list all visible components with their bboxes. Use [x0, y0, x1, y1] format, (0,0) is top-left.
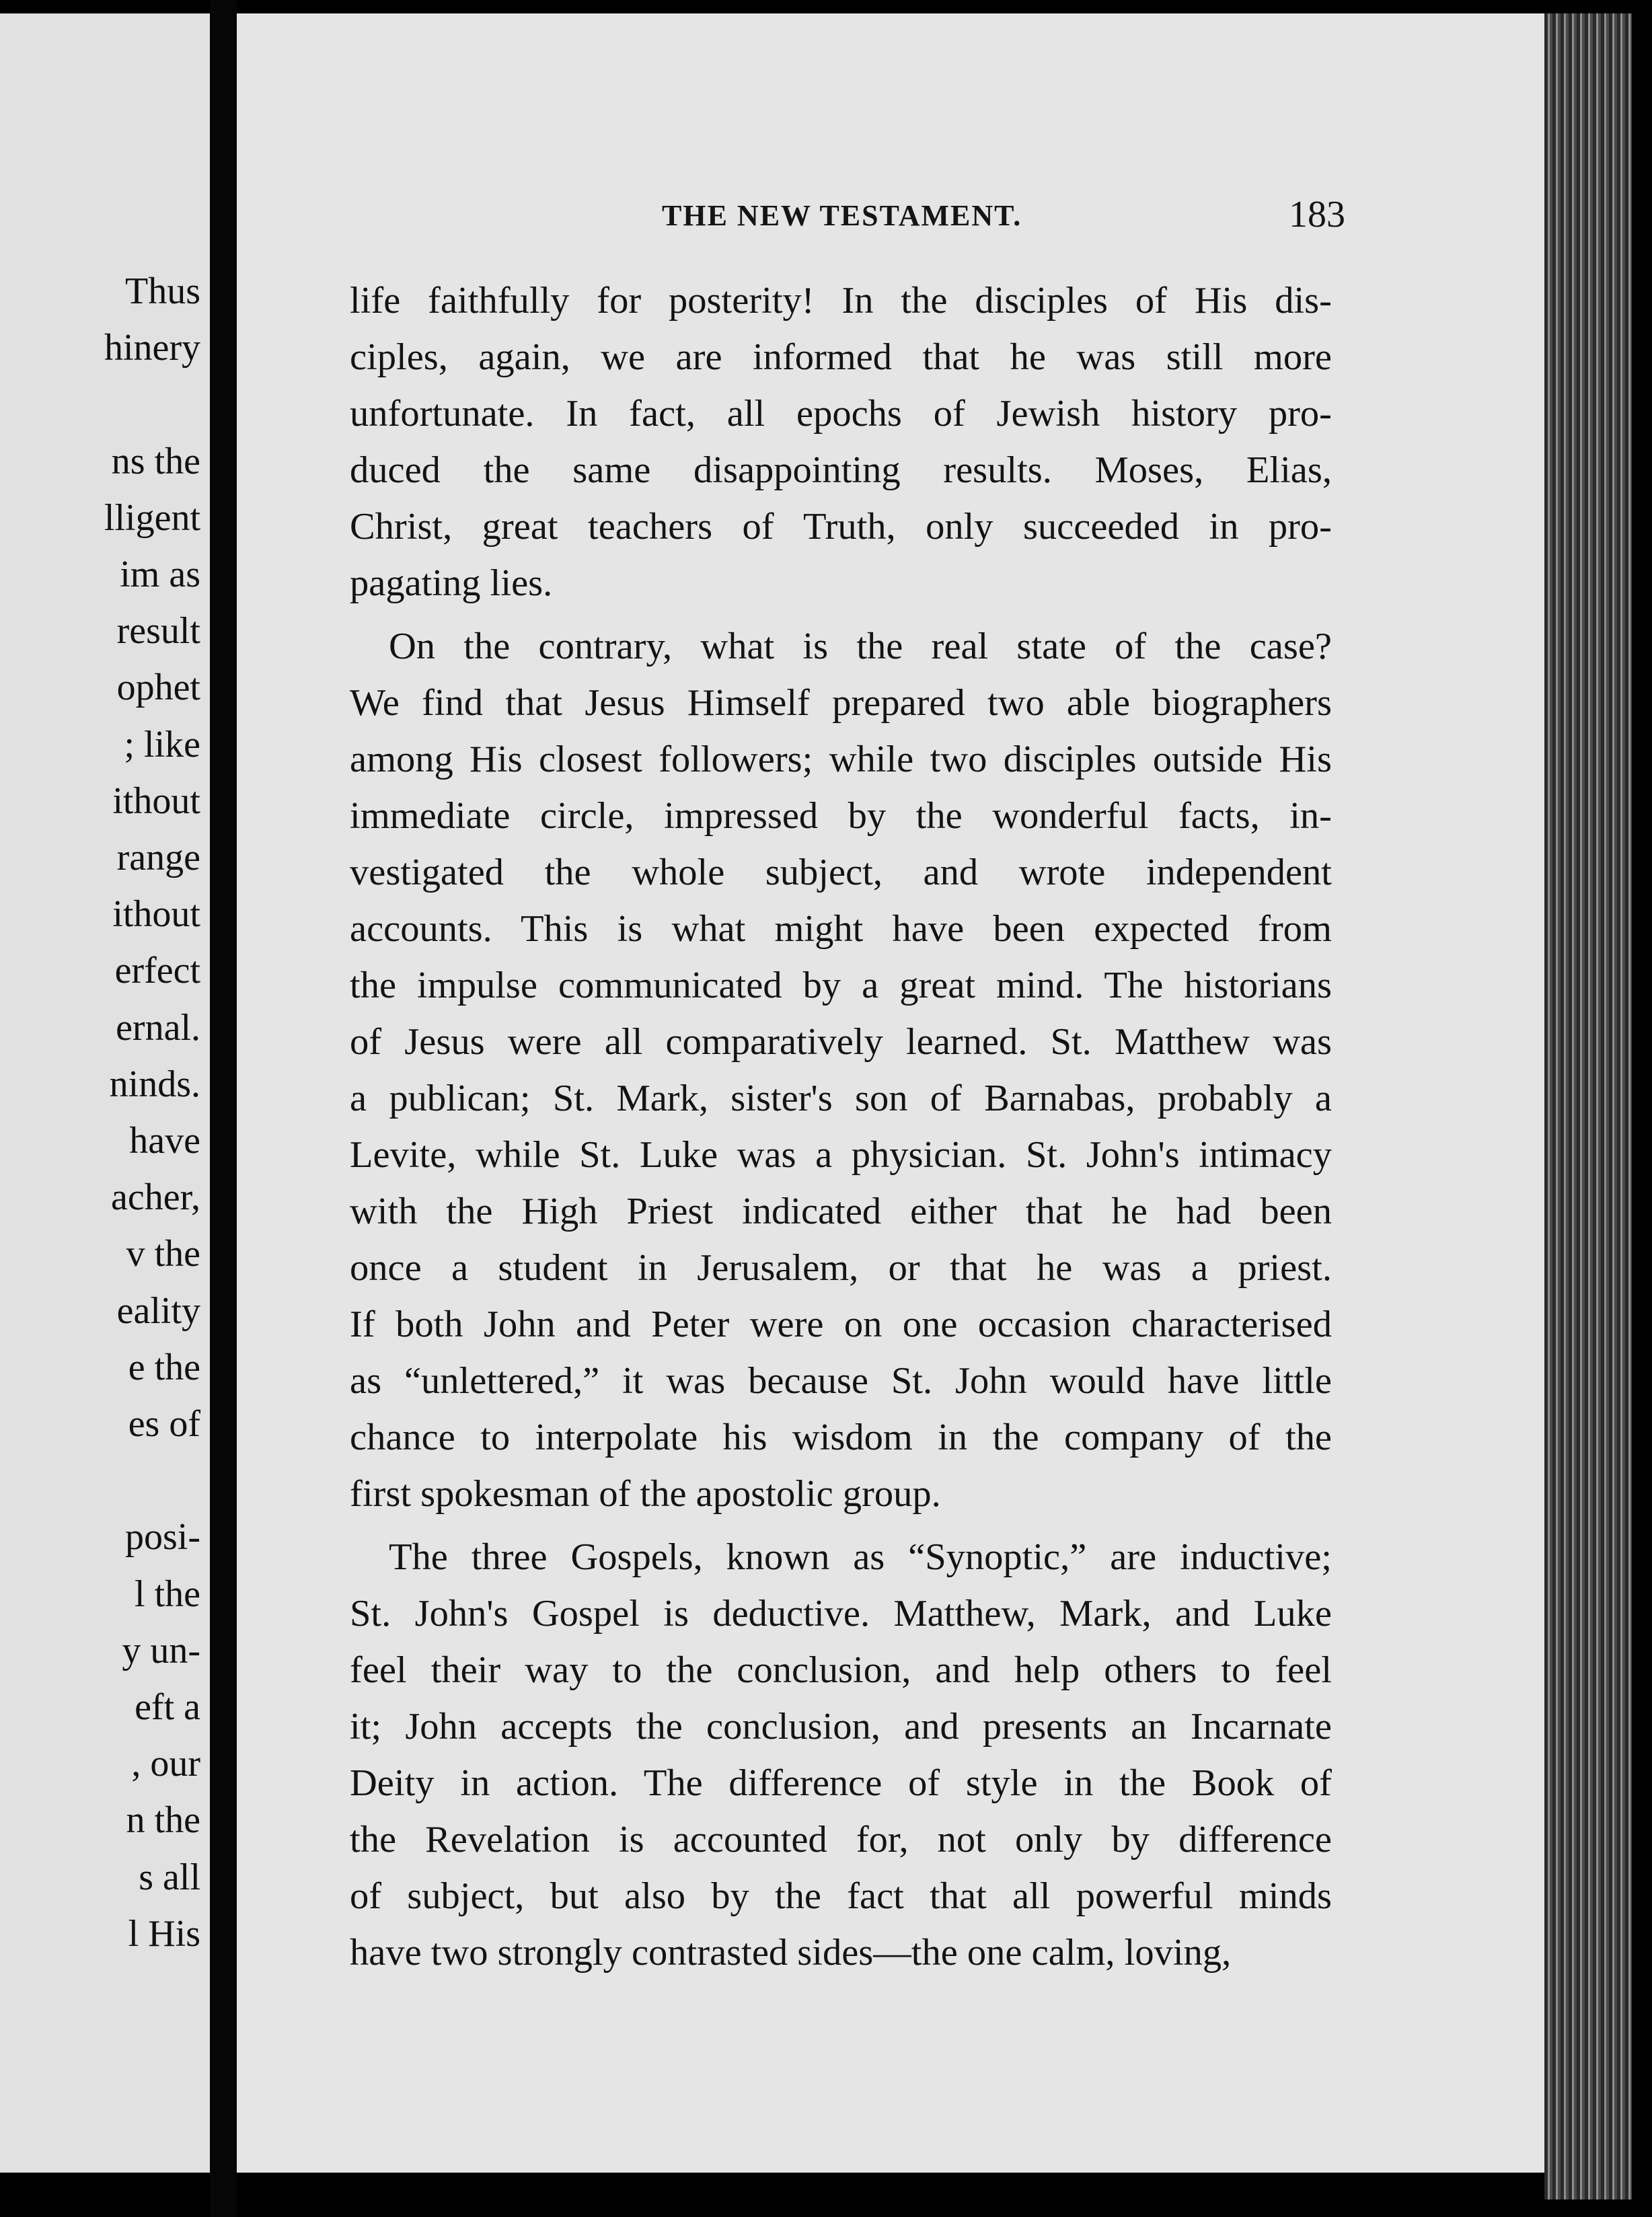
- previous-page-line: erfect: [114, 950, 200, 992]
- body-text: [350, 272, 1332, 1981]
- previous-page-line: eft a: [135, 1686, 200, 1728]
- running-title: THE NEW TESTAMENT.: [662, 199, 1022, 232]
- text-line: of subject, but also by the fact that all powerful minds: [350, 1875, 1332, 1917]
- text-line: among His closest followers; while two disciples outside His: [350, 739, 1332, 780]
- previous-page-line: im as: [120, 554, 200, 595]
- text-line: pagating lies.: [350, 562, 553, 604]
- previous-page-line: ithout: [112, 780, 200, 822]
- text-line: as “unlettered,” it was because St. John would have little: [350, 1360, 1332, 1402]
- previous-page-line: l the: [135, 1573, 200, 1615]
- previous-page: [0, 13, 210, 2173]
- previous-page-line: ninds.: [109, 1063, 200, 1105]
- paragraph-gap: [350, 1522, 1332, 1529]
- text-line: Christ, great teachers of Truth, only succeeded in pro-: [350, 506, 1332, 548]
- previous-page-line: range: [116, 837, 200, 878]
- text-line: immediate circle, impressed by the wonderful facts, in-: [350, 795, 1332, 837]
- previous-page-line: eality: [116, 1289, 200, 1332]
- previous-page-line: s all: [139, 1856, 200, 1898]
- previous-page-line: , our: [131, 1743, 200, 1785]
- paragraph-gap: [350, 611, 1332, 618]
- previous-page-line: ophet: [116, 667, 200, 709]
- text-line: of Jesus were all comparatively learned. St. Matthew was: [350, 1021, 1332, 1063]
- paragraph: [350, 272, 1332, 611]
- previous-page-line: es of: [128, 1403, 200, 1445]
- previous-page-line: y un-: [122, 1629, 200, 1671]
- text-line: Deity in action. The difference of style in the Book of: [350, 1762, 1332, 1804]
- text-line: Levite, while St. Luke was a physician. St. John's intimacy: [350, 1134, 1332, 1176]
- paragraph: [350, 1529, 1332, 1981]
- page-edges: [1544, 13, 1632, 2200]
- text-line: St. John's Gospel is deductive. Matthew, Mark, and Luke: [350, 1593, 1332, 1634]
- text-line: The three Gospels, known as “Synoptic,” are inductive;: [389, 1536, 1332, 1578]
- text-line: life faithfully for posterity! In the disciples of His dis-: [350, 280, 1332, 322]
- previous-page-line: ; like: [124, 723, 200, 765]
- paragraph: [350, 618, 1332, 1522]
- text-line: unfortunate. In fact, all epochs of Jewish history pro-: [350, 393, 1332, 435]
- text-line: accounts. This is what might have been expected from: [350, 908, 1332, 950]
- text-line: the Revelation is accounted for, not only by difference: [350, 1819, 1332, 1861]
- text-line: a publican; St. Mark, sister's son of Barnabas, probably a: [350, 1078, 1332, 1119]
- previous-page-line: v the: [126, 1233, 200, 1275]
- text-line: duced the same disappointing results. Moses, Elias,: [350, 449, 1332, 491]
- book-gutter: [210, 0, 237, 2217]
- previous-page-line: hinery: [104, 327, 200, 369]
- text-line: have two strongly contrasted sides—the one calm, loving,: [350, 1932, 1232, 1974]
- text-line: vestigated the whole subject, and wrote independent: [350, 852, 1332, 893]
- running-header: [350, 194, 1345, 239]
- text-line: chance to interpolate his wisdom in the company of the: [350, 1417, 1332, 1458]
- previous-page-line: e the: [128, 1346, 200, 1388]
- text-line: On the contrary, what is the real state of the case?: [389, 626, 1332, 667]
- previous-page-line: result: [116, 610, 200, 652]
- text-line: If both John and Peter were on one occasion characterised: [350, 1304, 1332, 1345]
- previous-page-line: Thus: [125, 270, 200, 312]
- previous-page-line: ns the: [111, 440, 200, 482]
- text-line: first spokesman of the apostolic group.: [350, 1473, 941, 1515]
- text-line: with the High Priest indicated either that he had been: [350, 1191, 1332, 1232]
- text-line: the impulse communicated by a great mind. The historians: [350, 965, 1332, 1006]
- previous-page-line: posi-: [125, 1516, 200, 1558]
- page-number: 183: [1289, 194, 1345, 235]
- text-line: feel their way to the conclusion, and help others to feel: [350, 1649, 1332, 1691]
- text-line: it; John accepts the conclusion, and presents an Incarnate: [350, 1706, 1332, 1748]
- previous-page-line: acher,: [111, 1176, 200, 1219]
- previous-page-line: ernal.: [116, 1006, 200, 1049]
- text-line: We find that Jesus Himself prepared two able biographers: [350, 682, 1332, 724]
- previous-page-line: ithout: [112, 893, 200, 936]
- previous-page-line: lligent: [104, 496, 200, 539]
- previous-page-line: l His: [128, 1912, 200, 1955]
- text-line: ciples, again, we are informed that he was still more: [350, 336, 1332, 378]
- text-line: once a student in Jerusalem, or that he was a priest.: [350, 1247, 1332, 1289]
- previous-page-line: n the: [126, 1799, 200, 1842]
- previous-page-line: have: [129, 1120, 200, 1162]
